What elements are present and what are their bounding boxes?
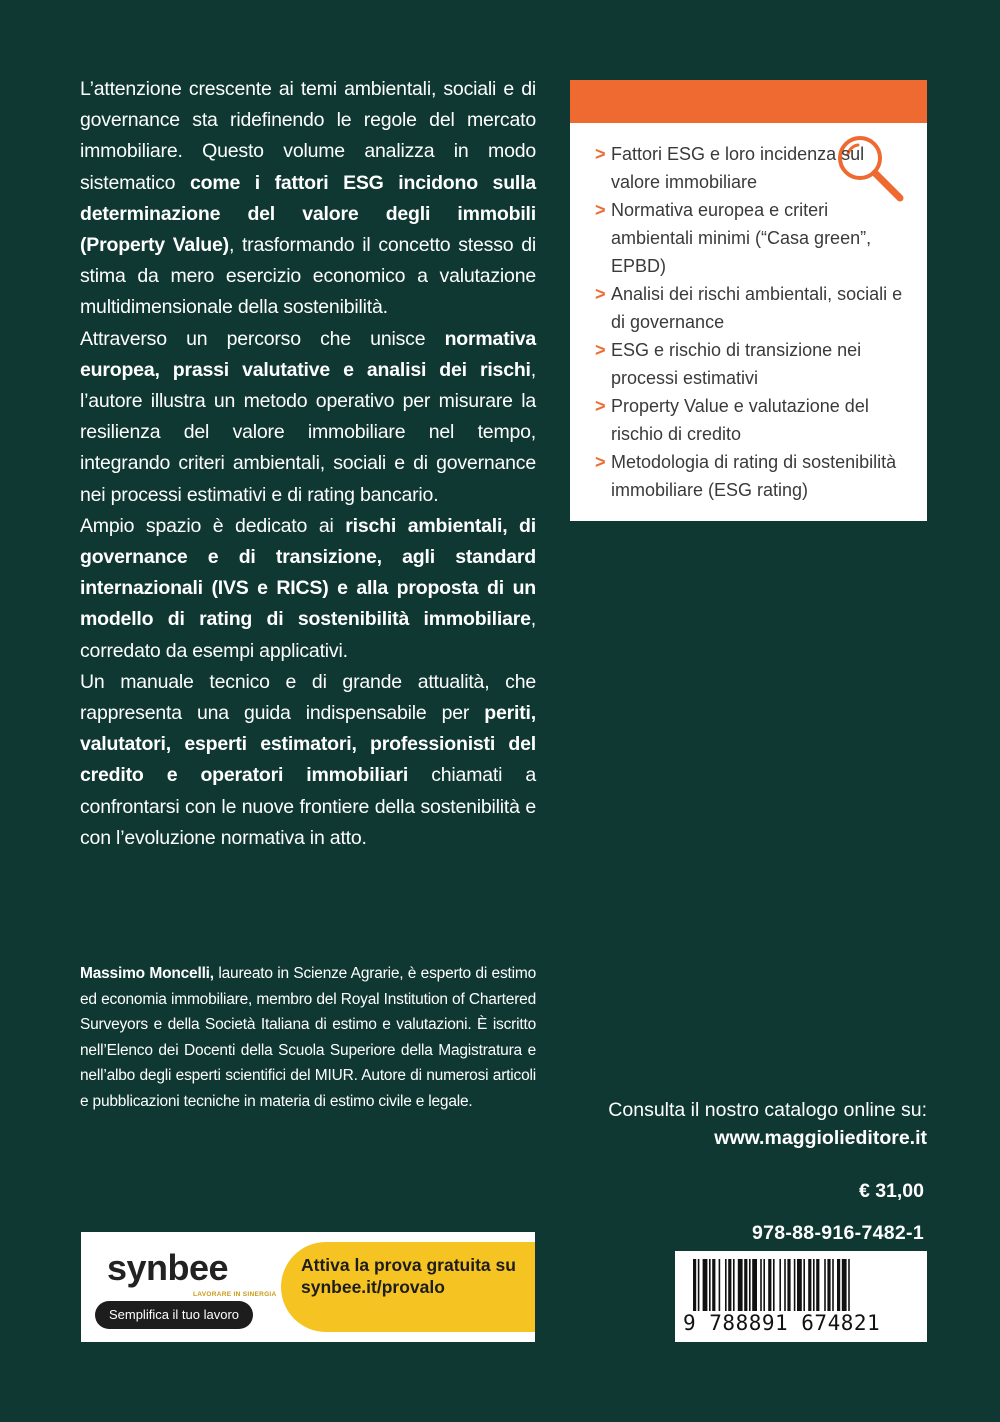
author-bio xyxy=(80,961,536,1115)
blurb-bold-text: come i fattori ESG incidono sulla determinazione del valore degli immobili (Property Value) xyxy=(80,171,536,257)
blurb-text: , trasformando il concetto stesso di stima da mero esercizio economico a valutazione multidimensionale della sostenibilità. xyxy=(80,234,536,319)
chevron-right-icon: > xyxy=(595,340,606,360)
barcode-bar xyxy=(794,1259,796,1311)
highlight-text: Metodologia di rating di sostenibilità immobiliare (ESG rating) xyxy=(611,452,897,500)
chevron-right-icon: > xyxy=(595,284,606,304)
blurb-bold-text: rischi ambientali, di governance e di transizione, agli standard internazionali (IVS e RICS) e alla proposta di un modello di rating di sostenibilità immobiliare xyxy=(80,514,536,631)
blurb-text: , l’autore illustra un metodo operativo per misurare la resilienza del valore immobiliare nel tempo, integrando criteri ambientali, sociali e di governance nei processi estimativi e di rating bancario. xyxy=(80,358,536,506)
ad-cta-banner[interactable] xyxy=(281,1242,535,1332)
barcode-bar xyxy=(752,1259,757,1311)
barcode-bar xyxy=(842,1259,847,1311)
chevron-right-icon: > xyxy=(595,200,606,220)
blurb-text: Ampio spazio è dedicato ai xyxy=(80,514,346,537)
ad-pill-badge: Semplifica il tuo lavoro xyxy=(95,1301,253,1329)
barcode-bar xyxy=(760,1259,762,1311)
highlight-text: Analisi dei rischi ambientali, sociali e di governance xyxy=(611,284,903,332)
barcode-bar xyxy=(779,1259,781,1311)
barcode-bar xyxy=(816,1259,819,1311)
barcode-bar xyxy=(712,1259,715,1311)
barcode-bar xyxy=(733,1259,735,1311)
barcode-bar xyxy=(784,1259,786,1311)
highlights-list xyxy=(595,140,905,504)
barcode-bar xyxy=(824,1259,826,1311)
highlight-text: Property Value e valutazione del rischio di credito xyxy=(611,396,869,444)
barcode-bar xyxy=(803,1259,805,1311)
highlights-header-bar xyxy=(570,80,927,123)
ad-cta-text: Attiva la prova gratuita su synbee.it/provalo xyxy=(301,1255,516,1297)
blurb-bold-text: periti, valutatori, esperti estimatori, professionisti del credito e operatori immobiliari xyxy=(80,702,536,787)
catalog-info xyxy=(567,1096,927,1152)
barcode-bar xyxy=(709,1259,711,1311)
author-bio-text: laureato in Scienze Agrarie, è esperto di estimo ed economia immobiliare, membro del Royal Institution of Chartered Surveyors e della Società Italiana di estimo e valutazioni. È iscritto nell’Elenco dei Docenti della Scuola Superiore della Magistratura e nell’albo degli esperti scientifici del MIUR. Autore di numerosi articoli e pubblicazioni tecniche in materia di estimo civile e legale. xyxy=(80,965,536,1110)
barcode-bar xyxy=(827,1259,830,1311)
chevron-right-icon: > xyxy=(595,452,606,472)
blurb-text: Attraverso un percorso che unisce xyxy=(80,327,445,350)
barcode-bar xyxy=(773,1259,775,1311)
catalog-text: Consulta il nostro catalogo online su: xyxy=(608,1099,927,1121)
highlight-item xyxy=(595,448,905,504)
catalog-link[interactable]: www.maggiolieditore.it xyxy=(714,1127,927,1149)
synbee-tagline: LAVORARE IN SINERGIA xyxy=(193,1291,277,1298)
synbee-ad[interactable] xyxy=(81,1232,535,1342)
highlights-box xyxy=(570,80,927,521)
synbee-logo: synbee xyxy=(107,1247,229,1288)
barcode-bar xyxy=(728,1259,731,1311)
barcode-bar xyxy=(744,1259,747,1311)
blurb-text: L’attenzione crescente ai temi ambientali, sociali e di governance sta ridefinendo le regole del mercato immobiliare. Questo volume analizza in modo sistematico xyxy=(80,78,536,194)
barcode-bar xyxy=(698,1259,700,1311)
blurb-paragraph xyxy=(80,74,536,324)
barcode-bar xyxy=(768,1259,771,1311)
highlight-text: ESG e rischio di transizione nei processi estimativi xyxy=(611,340,862,388)
barcode-bar xyxy=(808,1259,811,1311)
highlight-item xyxy=(595,140,905,196)
barcode-bar xyxy=(738,1259,743,1311)
barcode-bar xyxy=(832,1259,834,1311)
barcode-bar xyxy=(719,1259,721,1311)
barcode-bars xyxy=(685,1259,917,1317)
highlight-item xyxy=(595,336,905,392)
barcode-bar xyxy=(837,1259,840,1311)
barcode-digits: 9 788891 674821 xyxy=(683,1311,881,1335)
chevron-right-icon: > xyxy=(595,144,606,164)
blurb-text: Un manuale tecnico e di grande attualità, che rappresenta una guida indispensabile per xyxy=(80,670,536,725)
barcode-bar xyxy=(703,1259,708,1311)
blurb-text: chiamati a confrontarsi con le nuove frontiere della sostenibilità e con l’evoluzione normativa in atto. xyxy=(80,764,536,849)
highlight-item xyxy=(595,392,905,448)
barcode-bar xyxy=(749,1259,751,1311)
highlight-item xyxy=(595,196,905,280)
highlight-item xyxy=(595,280,905,336)
barcode-bar xyxy=(797,1259,802,1311)
blurb-bold-text: normativa europea, prassi valutative e analisi dei rischi xyxy=(80,327,536,381)
back-cover-blurb xyxy=(80,74,536,854)
chevron-right-icon: > xyxy=(595,396,606,416)
blurb-paragraph xyxy=(80,324,536,511)
author-name: Massimo Moncelli, xyxy=(80,965,214,982)
barcode-bar xyxy=(725,1259,727,1311)
price: € 31,00 xyxy=(858,1180,924,1202)
barcode-bar xyxy=(693,1259,696,1311)
blurb-text: , corredato da esempi applicativi. xyxy=(80,608,536,662)
highlight-text: Fattori ESG e loro incidenza sul valore immobiliare xyxy=(611,144,865,192)
blurb-paragraph xyxy=(80,667,536,854)
barcode-bar xyxy=(848,1259,850,1311)
barcode-bar xyxy=(787,1259,790,1311)
blurb-paragraph xyxy=(80,511,536,667)
barcode-bar xyxy=(763,1259,765,1311)
barcode xyxy=(675,1251,927,1342)
highlight-text: Normativa europea e criteri ambientali minimi (“Casa green”, EPBD) xyxy=(611,200,872,276)
isbn: 978-88-916-7482-1 xyxy=(751,1222,924,1244)
barcode-bar xyxy=(813,1259,815,1311)
author-bio-paragraph xyxy=(80,961,536,1115)
